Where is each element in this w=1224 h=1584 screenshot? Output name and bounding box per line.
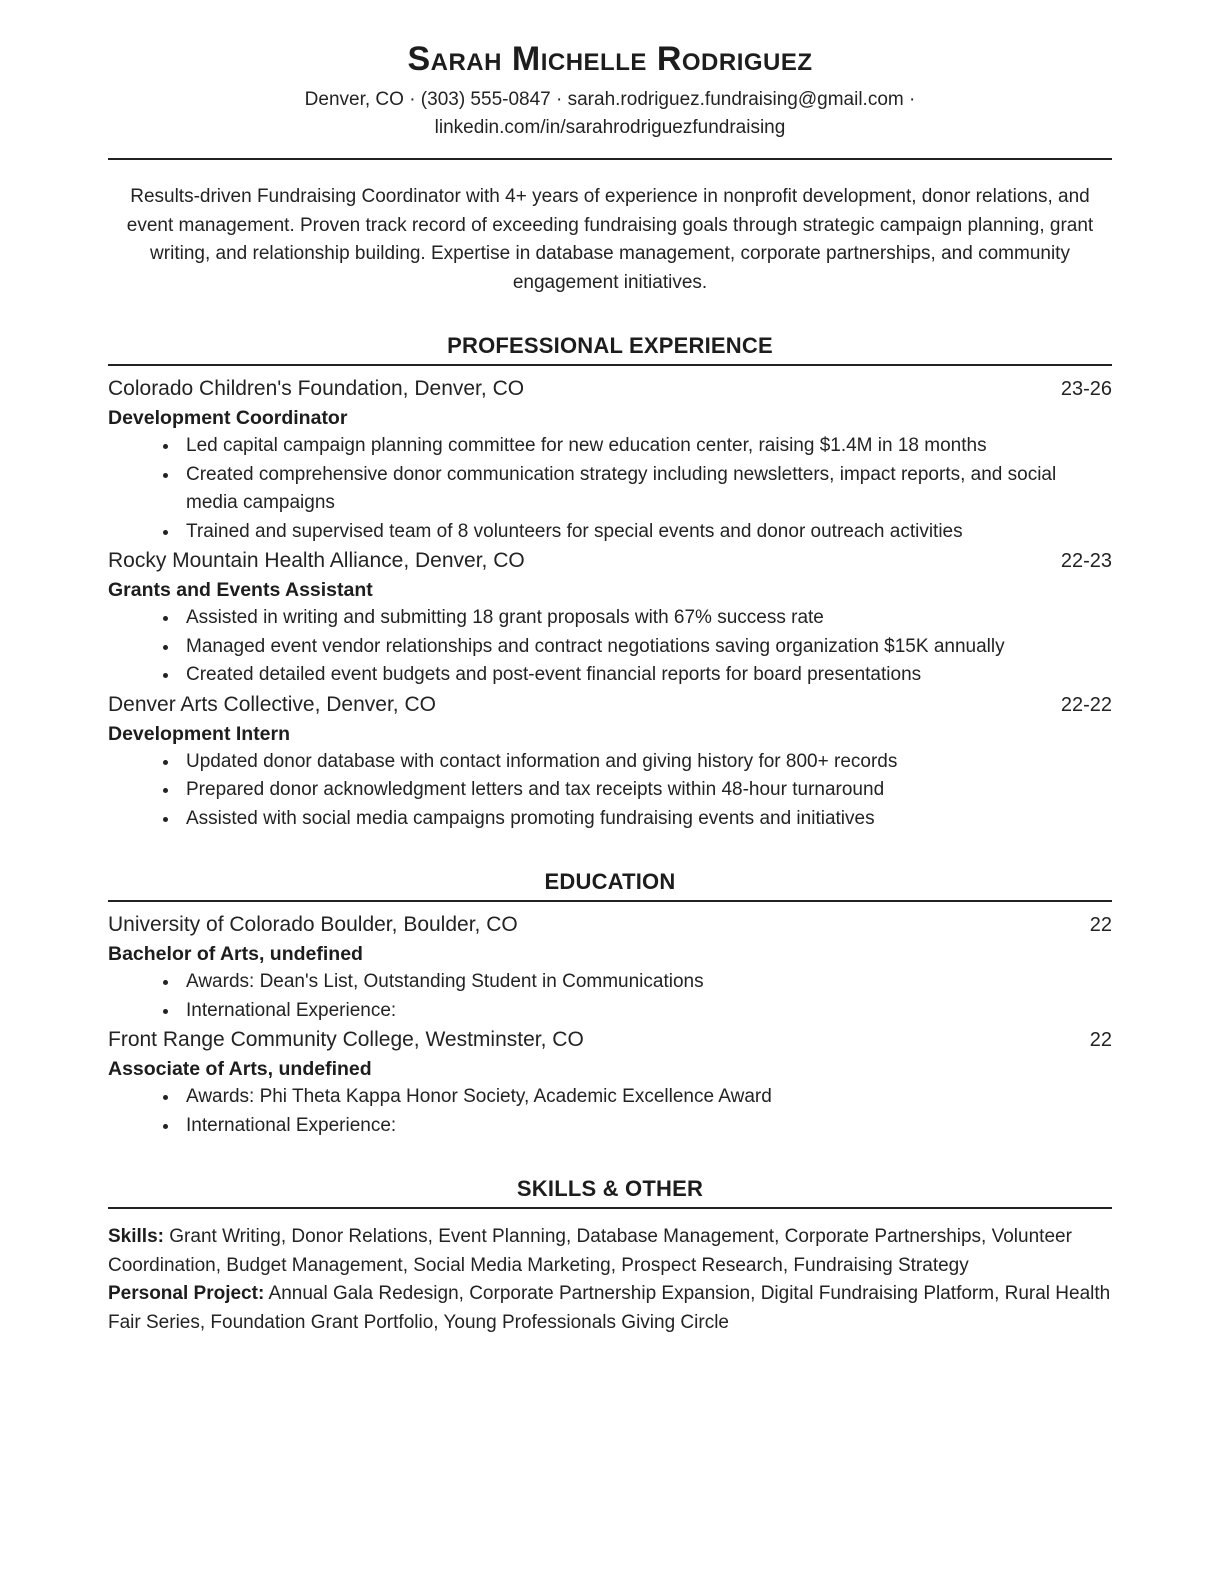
bullet-list <box>108 604 1112 690</box>
personal-project-text: Annual Gala Redesign, Corporate Partnership Expansion, Digital Fundraising Platform, Rural Health Fair Series, Foundation Grant Portfolio, Young Professionals Giving Circle <box>108 1283 1111 1333</box>
bullet-item: • Awards: Phi Theta Kappa Honor Society, Academic Excellence Award <box>180 1083 1112 1112</box>
school-name: University of Colorado Boulder, Boulder, CO <box>108 913 518 936</box>
personal-project-label: Personal Project: <box>108 1283 265 1304</box>
bullet-list <box>108 968 1112 1025</box>
professional-summary: Results-driven Fundraising Coordinator with 4+ years of experience in nonprofit development, donor relations, and event management. Proven track record of exceeding fundraising goals through strategic campaign planning, grant writing, and relationship building. Expertise in database management, corporate partnerships, and community engagement initiatives. <box>126 186 1094 293</box>
section-divider <box>108 1207 1112 1209</box>
education-entry <box>108 1025 1112 1140</box>
bullet-list <box>108 748 1112 834</box>
date-range: 22-23 <box>1060 550 1112 572</box>
bullet-item: • Assisted in writing and submitting 18 grant proposals with 67% success rate <box>180 604 1112 633</box>
bullet-item: • Trained and supervised team of 8 volunteers for special events and donor outreach activities <box>180 518 1112 547</box>
date-range: 22 <box>1089 1029 1112 1051</box>
skills-block <box>108 1223 1112 1337</box>
bullet-item: • Created comprehensive donor communication strategy including newsletters, impact reports, and social media campaigns <box>180 461 1112 518</box>
entry-header <box>108 910 1112 940</box>
entry-header <box>108 1025 1112 1055</box>
resume-header <box>108 40 1112 160</box>
degree-title: Bachelor of Arts, undefined <box>108 943 363 965</box>
section-professional-experience <box>108 333 1112 833</box>
bullet-item: • International Experience: <box>180 1112 1112 1141</box>
section-title: EDUCATION <box>544 869 676 894</box>
bullet-item: • Updated donor database with contact information and giving history for 800+ records <box>180 748 1112 777</box>
section-divider <box>108 364 1112 366</box>
section-skills-other <box>108 1176 1112 1337</box>
contact-line-2: linkedin.com/in/sarahrodriguezfundraising <box>434 117 786 138</box>
school-name: Front Range Community College, Westminster, CO <box>108 1028 584 1051</box>
role-title: Development Coordinator <box>108 407 348 429</box>
bullet-item: • International Experience: <box>180 997 1112 1026</box>
entry-header <box>108 690 1112 720</box>
bullet-item: • Managed event vendor relationships and contract negotiations saving organization $15K annually <box>180 633 1112 662</box>
role-title: Development Intern <box>108 722 291 745</box>
skills-paragraph <box>108 1223 1112 1280</box>
degree-title: Associate of Arts, undefined <box>108 1058 372 1080</box>
candidate-name: Sarah Michelle Rodriguez <box>407 40 813 78</box>
bullet-list <box>108 432 1112 546</box>
section-title: SKILLS & OTHER <box>516 1176 704 1201</box>
date-range: 22 <box>1089 914 1112 936</box>
bullet-item: • Prepared donor acknowledgment letters and tax receipts within 48-hour turnaround <box>180 776 1112 805</box>
bullet-item: • Awards: Dean's List, Outstanding Student in Communications <box>180 968 1112 997</box>
experience-entry <box>108 374 1112 546</box>
bullet-item: • Assisted with social media campaigns promoting fundraising events and initiatives <box>180 805 1112 834</box>
company-name: Colorado Children's Foundation, Denver, CO <box>108 377 525 400</box>
contact-info <box>108 86 1112 142</box>
contact-line-1: Denver, CO · (303) 555-0847 · sarah.rodriguez.fundraising@gmail.com · <box>304 89 916 110</box>
section-divider <box>108 900 1112 902</box>
role-title: Grants and Events Assistant <box>108 579 373 601</box>
date-range: 23-26 <box>1060 378 1112 400</box>
bullet-item: • Led capital campaign planning committee for new education center, raising $1.4M in 18 months <box>180 432 1112 461</box>
experience-entry <box>108 690 1112 834</box>
personal-project-paragraph <box>108 1280 1112 1337</box>
date-range: 22-22 <box>1060 693 1112 716</box>
header-divider <box>108 158 1112 160</box>
section-education <box>108 869 1112 1140</box>
skills-label: Skills: <box>108 1226 164 1247</box>
bullet-list <box>108 1083 1112 1140</box>
entry-header <box>108 546 1112 576</box>
company-name: Rocky Mountain Health Alliance, Denver, CO <box>108 549 525 572</box>
entry-header <box>108 374 1112 404</box>
experience-entry <box>108 546 1112 690</box>
education-entry <box>108 910 1112 1025</box>
company-name: Denver Arts Collective, Denver, CO <box>108 692 436 716</box>
skills-text: Grant Writing, Donor Relations, Event Planning, Database Management, Corporate Partnerships, Volunteer Coordination, Budget Management, Social Media Marketing, Prospect Research, Fundraising Strategy <box>108 1226 1072 1276</box>
section-title: PROFESSIONAL EXPERIENCE <box>447 333 773 358</box>
bullet-item: • Created detailed event budgets and post-event financial reports for board presentations <box>180 661 1112 690</box>
